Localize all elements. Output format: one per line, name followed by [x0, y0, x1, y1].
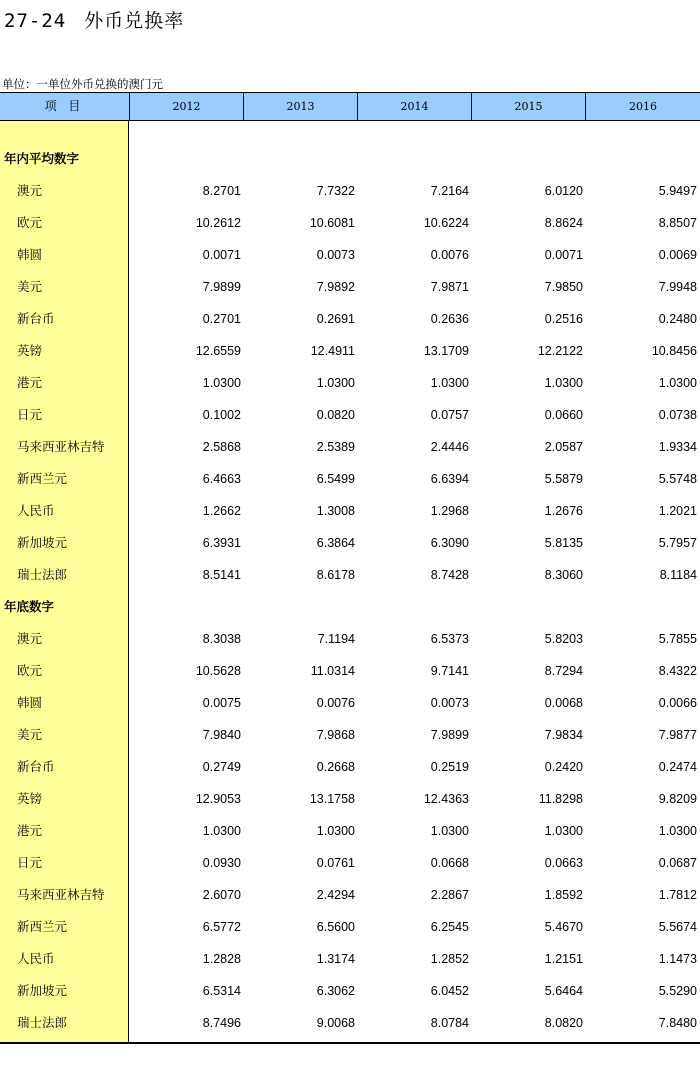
rate-value: 6.5600	[316, 920, 355, 934]
rate-value: 0.0073	[316, 248, 355, 262]
rate-value: 0.2420	[544, 760, 583, 774]
rate-value: 1.0300	[316, 824, 355, 838]
rate-value: 7.9871	[430, 280, 469, 294]
rate-value: 5.6464	[544, 984, 583, 998]
rate-value: 0.0071	[544, 248, 583, 262]
currency-label: 港元	[17, 375, 43, 390]
rate-value: 1.0300	[202, 824, 241, 838]
rate-value: 2.5868	[202, 440, 241, 454]
rate-value: 2.4294	[316, 888, 355, 902]
rate-value: 5.7855	[658, 632, 697, 646]
section-row	[0, 591, 700, 623]
rate-value: 0.0668	[430, 856, 469, 870]
rate-value: 7.9840	[202, 728, 241, 742]
rate-value: 6.3090	[430, 536, 469, 550]
rate-value: 8.7294	[544, 664, 583, 678]
rate-value: 0.0761	[316, 856, 355, 870]
currency-label: 新台币	[17, 311, 55, 326]
rate-value: 1.2968	[430, 504, 469, 518]
rate-value: 7.9899	[430, 728, 469, 742]
rate-value: 1.0300	[544, 376, 583, 390]
section-label: 年底数字	[4, 599, 55, 614]
rate-value: 5.5290	[658, 984, 697, 998]
table-row	[0, 687, 700, 719]
header-year: 2014	[357, 93, 471, 120]
currency-label: 新台币	[17, 759, 55, 774]
header-year: 2012	[129, 93, 243, 120]
rate-value: 0.0076	[316, 696, 355, 710]
table-row	[0, 271, 700, 303]
table-row	[0, 783, 700, 815]
table-row	[0, 719, 700, 751]
currency-label: 人民币	[17, 503, 55, 518]
rate-value: 1.1473	[658, 952, 697, 966]
rate-value: 0.2691	[316, 312, 355, 326]
table-header	[0, 92, 700, 121]
currency-label: 澳元	[17, 631, 43, 646]
rate-value: 6.3864	[316, 536, 355, 550]
table-row	[0, 431, 700, 463]
table-row	[0, 559, 700, 591]
rate-value: 9.0068	[316, 1016, 355, 1030]
rate-value: 7.9868	[316, 728, 355, 742]
table-row	[0, 367, 700, 399]
rate-value: 9.8209	[658, 792, 697, 806]
table-row	[0, 655, 700, 687]
rate-value: 1.3174	[316, 952, 355, 966]
rate-value: 12.2122	[537, 344, 583, 358]
table-row	[0, 527, 700, 559]
rate-value: 6.2545	[430, 920, 469, 934]
rate-value: 0.0075	[202, 696, 241, 710]
currency-label: 欧元	[17, 663, 43, 678]
header-year: 2015	[471, 93, 585, 120]
currency-label: 英镑	[17, 791, 43, 806]
rate-value: 10.2612	[195, 216, 241, 230]
currency-label: 瑞士法郎	[17, 567, 68, 582]
rate-value: 0.2636	[430, 312, 469, 326]
rate-value: 5.8203	[544, 632, 583, 646]
rate-value: 5.5674	[658, 920, 697, 934]
rate-value: 2.2867	[430, 888, 469, 902]
table-row	[0, 623, 700, 655]
table-row	[0, 335, 700, 367]
table-row	[0, 815, 700, 847]
table-row	[0, 879, 700, 911]
rate-value: 7.7322	[316, 184, 355, 198]
rate-value: 7.9850	[544, 280, 583, 294]
rate-value: 1.0300	[430, 376, 469, 390]
rate-value: 0.0660	[544, 408, 583, 422]
rate-value: 5.8135	[544, 536, 583, 550]
rate-value: 0.2474	[658, 760, 697, 774]
rate-value: 10.6224	[423, 216, 469, 230]
rate-value: 8.1184	[659, 568, 697, 582]
rate-value: 1.0300	[316, 376, 355, 390]
header-year: 2013	[243, 93, 357, 120]
rate-value: 8.5141	[202, 568, 241, 582]
rate-value: 6.5499	[316, 472, 355, 486]
rate-value: 0.0663	[544, 856, 583, 870]
rate-value: 8.4322	[658, 664, 697, 678]
table-row	[0, 1007, 700, 1039]
rate-value: 7.9899	[202, 280, 241, 294]
currency-label: 港元	[17, 823, 43, 838]
rate-value: 9.7141	[430, 664, 469, 678]
rate-value: 0.2749	[202, 760, 241, 774]
rate-value: 0.0757	[430, 408, 469, 422]
rate-value: 1.2852	[430, 952, 469, 966]
rate-value: 0.2516	[544, 312, 583, 326]
rate-value: 8.7496	[202, 1016, 241, 1030]
currency-label: 新加坡元	[17, 983, 68, 998]
table-row	[0, 943, 700, 975]
rate-value: 2.0587	[544, 440, 583, 454]
currency-label: 新西兰元	[17, 919, 68, 934]
rate-value: 0.2668	[316, 760, 355, 774]
table-row	[0, 175, 700, 207]
rate-value: 0.0066	[658, 696, 697, 710]
currency-label: 新加坡元	[17, 535, 68, 550]
rate-value: 1.3008	[316, 504, 355, 518]
rate-value: 1.2828	[202, 952, 241, 966]
rate-value: 7.1194	[317, 632, 355, 646]
rate-value: 0.0687	[658, 856, 697, 870]
rate-value: 7.8480	[658, 1016, 697, 1030]
rate-value: 0.0820	[316, 408, 355, 422]
rate-value: 8.3060	[544, 568, 583, 582]
currency-label: 瑞士法郎	[17, 1015, 68, 1030]
table-title: 外币兑换率	[84, 10, 185, 32]
rate-value: 10.8456	[651, 344, 697, 358]
rate-value: 5.4670	[544, 920, 583, 934]
rate-value: 0.2519	[430, 760, 469, 774]
rate-value: 1.2662	[202, 504, 241, 518]
rate-value: 6.0452	[430, 984, 469, 998]
rate-value: 12.4911	[310, 344, 355, 358]
rate-value: 10.5628	[195, 664, 241, 678]
rate-value: 6.6394	[430, 472, 469, 486]
rate-value: 0.2701	[202, 312, 241, 326]
table-row	[0, 751, 700, 783]
rate-value: 8.0820	[544, 1016, 583, 1030]
rate-value: 12.6559	[195, 344, 241, 358]
rate-value: 7.2164	[430, 184, 469, 198]
rate-value: 1.0300	[544, 824, 583, 838]
table-row	[0, 975, 700, 1007]
rate-value: 5.7957	[658, 536, 697, 550]
table-row	[0, 847, 700, 879]
rate-value: 8.0784	[430, 1016, 469, 1030]
rate-value: 0.2480	[658, 312, 697, 326]
table-row	[0, 207, 700, 239]
currency-label: 马来西亚林吉特	[17, 887, 105, 902]
rate-value: 8.6178	[316, 568, 355, 582]
currency-label: 马来西亚林吉特	[17, 439, 105, 454]
currency-label: 韩圆	[17, 695, 43, 710]
rate-value: 7.9948	[658, 280, 697, 294]
currency-label: 欧元	[17, 215, 43, 230]
table-row	[0, 911, 700, 943]
currency-label: 韩圆	[17, 247, 43, 262]
table-number: 27-24	[4, 10, 67, 32]
rate-value: 5.9497	[658, 184, 697, 198]
table-row	[0, 239, 700, 271]
rate-value: 0.0069	[658, 248, 697, 262]
rate-value: 1.0300	[658, 376, 697, 390]
rate-value: 0.0073	[430, 696, 469, 710]
rate-value: 0.0076	[430, 248, 469, 262]
rate-value: 6.5373	[430, 632, 469, 646]
rate-value: 0.0738	[658, 408, 697, 422]
page-title	[4, 6, 184, 33]
rate-value: 8.7428	[430, 568, 469, 582]
table-bottom-border	[0, 1042, 700, 1044]
rate-value: 8.8624	[544, 216, 583, 230]
rate-value: 6.5314	[202, 984, 241, 998]
unit-note: 单位：一单位外币兑换的澳门元	[2, 77, 163, 91]
rate-value: 2.4446	[430, 440, 469, 454]
rate-value: 7.9892	[316, 280, 355, 294]
section-label: 年内平均数字	[4, 151, 80, 166]
rate-value: 6.3062	[316, 984, 355, 998]
table-row	[0, 495, 700, 527]
rate-value: 5.5879	[544, 472, 583, 486]
rate-value: 6.0120	[544, 184, 583, 198]
rate-value: 10.6081	[309, 216, 355, 230]
currency-label: 澳元	[17, 183, 43, 198]
rate-value: 1.0300	[430, 824, 469, 838]
rate-value: 7.9834	[544, 728, 583, 742]
table-row	[0, 463, 700, 495]
rate-value: 1.2021	[658, 504, 697, 518]
rate-value: 8.2701	[202, 184, 241, 198]
rate-value: 1.7812	[658, 888, 697, 902]
rate-value: 2.6070	[202, 888, 241, 902]
rate-value: 5.5748	[658, 472, 697, 486]
rate-value: 1.2676	[544, 504, 583, 518]
rate-value: 8.8507	[658, 216, 697, 230]
rate-value: 12.9053	[195, 792, 241, 806]
rate-value: 0.1002	[202, 408, 241, 422]
rate-value: 11.8298	[538, 792, 583, 806]
rate-value: 0.0068	[544, 696, 583, 710]
header-item: 项 目	[44, 99, 85, 113]
currency-label: 美元	[17, 727, 43, 742]
rate-value: 6.4663	[202, 472, 241, 486]
rate-value: 2.5389	[316, 440, 355, 454]
currency-label: 日元	[17, 407, 43, 422]
rate-value: 7.9877	[658, 728, 697, 742]
rate-value: 1.0300	[658, 824, 697, 838]
rate-value: 13.1758	[309, 792, 355, 806]
rate-value: 13.1709	[423, 344, 469, 358]
table-row	[0, 303, 700, 335]
rate-value: 8.3038	[202, 632, 241, 646]
rate-value: 12.4363	[423, 792, 469, 806]
rate-value: 0.0930	[202, 856, 241, 870]
rate-value: 11.0314	[310, 664, 355, 678]
rate-value: 6.3931	[202, 536, 241, 550]
currency-label: 英镑	[17, 343, 43, 358]
currency-label: 新西兰元	[17, 471, 68, 486]
rate-value: 1.0300	[202, 376, 241, 390]
rate-value: 1.2151	[544, 952, 583, 966]
rate-value: 1.9334	[658, 440, 697, 454]
table-row	[0, 399, 700, 431]
rate-value: 6.5772	[202, 920, 241, 934]
rate-value: 1.8592	[544, 888, 583, 902]
currency-label: 美元	[17, 279, 43, 294]
currency-label: 人民币	[17, 951, 55, 966]
currency-label: 日元	[17, 855, 43, 870]
header-year: 2016	[585, 93, 700, 120]
section-row	[0, 143, 700, 175]
rate-value: 0.0071	[202, 248, 241, 262]
